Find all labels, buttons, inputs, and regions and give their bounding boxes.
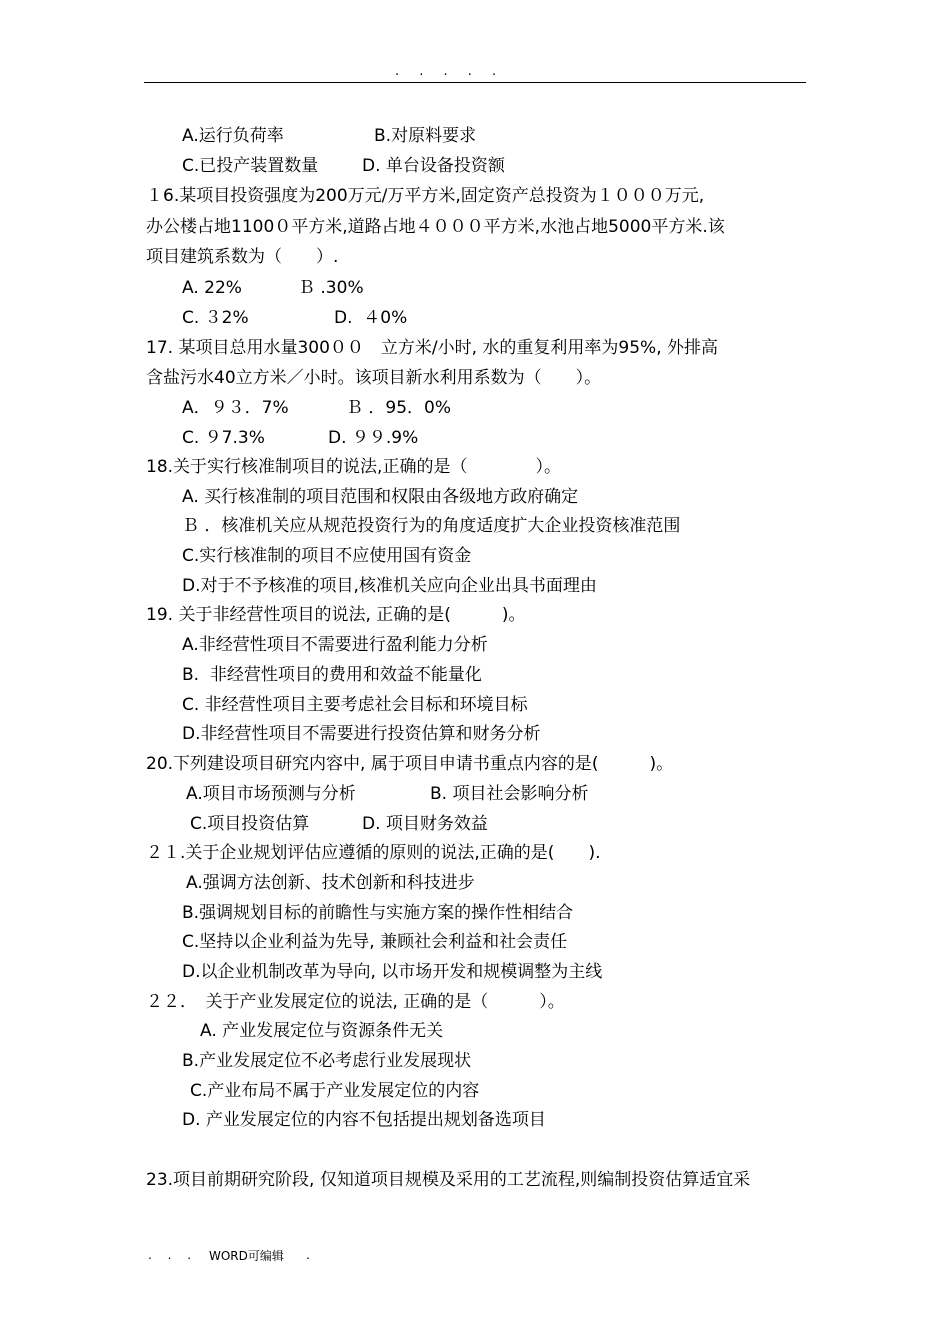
q21-option-a: A.强调方法创新、技术创新和科技进步 xyxy=(186,873,475,893)
q16-stem-line3: 项目建筑系数为（ ）. xyxy=(146,247,339,267)
header-dots: . . . . . xyxy=(395,64,505,79)
q19-option-c: C. 非经营性项目主要考虑社会目标和环境目标 xyxy=(182,695,528,715)
q22-option-a: A. 产业发展定位与资源条件无关 xyxy=(200,1021,444,1041)
q18-option-c: C.实行核准制的项目不应使用国有资金 xyxy=(182,546,472,566)
q21-option-d: D.以企业机制改革为导向, 以市场开发和规模调整为主线 xyxy=(182,962,603,982)
q22-stem: ２２． 关于产业发展定位的说法, 正确的是（ ）。 xyxy=(146,992,565,1012)
footer-text: WORD可编辑 xyxy=(209,1249,284,1263)
q18-stem: 18.关于实行核准制项目的说法,正确的是（ ）。 xyxy=(146,457,561,477)
footer-dots: . . . xyxy=(148,1248,198,1262)
q16-option-c: C. ３2% xyxy=(182,308,249,328)
q18-option-a: A. 买行核准制的项目范围和权限由各级地方政府确定 xyxy=(182,487,579,507)
q17-option-a: A．９３．7% xyxy=(182,398,289,418)
q20-option-d: D. 项目财务效益 xyxy=(362,814,488,834)
q20-option-c: C.项目投资估算 xyxy=(190,814,310,834)
footer-dot: . xyxy=(306,1248,310,1262)
q19-option-b: B. 非经营性项目的费用和效益不能量化 xyxy=(182,665,482,685)
q16-option-a: A. 22% xyxy=(182,278,242,298)
q15-option-a: A.运行负荷率 xyxy=(182,126,284,146)
q15-option-c: C.已投产装置数量 xyxy=(182,156,319,176)
q20-option-a: A.项目市场预测与分析 xyxy=(186,784,356,804)
q20-option-b: B. 项目社会影响分析 xyxy=(430,784,589,804)
q22-option-b: B.产业发展定位不必考虑行业发展现状 xyxy=(182,1051,472,1071)
q17-option-d: D. ９９.9% xyxy=(328,428,419,448)
q22-option-c: C.产业布局不属于产业发展定位的内容 xyxy=(190,1081,480,1101)
q15-option-b: B.对原料要求 xyxy=(374,126,477,146)
q17-stem-line1: 17. 某项目总用水量300００ 立方米/小时, 水的重复利用率为95%, 外排高 xyxy=(146,338,719,358)
q16-option-b: Ｂ .30% xyxy=(298,278,364,298)
q19-option-d: D.非经营性项目不需要进行投资估算和财务分析 xyxy=(182,724,541,744)
q19-stem: 19. 关于非经营性项目的说法, 正确的是( )。 xyxy=(146,605,526,625)
q20-stem: 20.下列建设项目研究内容中, 属于项目申请书重点内容的是( )。 xyxy=(146,754,674,774)
q15-option-d: D. 单台设备投资额 xyxy=(362,156,505,176)
q17-option-b: Ｂ ．95．0% xyxy=(346,398,452,418)
header-rule xyxy=(144,82,806,83)
q18-option-d: D.对于不予核准的项目,核准机关应向企业出具书面理由 xyxy=(182,576,597,596)
q19-option-a: A.非经营性项目不需要进行盈利能力分析 xyxy=(182,635,488,655)
q17-stem-line2: 含盐污水40立方米／小时。该项目新水利用系数为（ ）。 xyxy=(146,368,602,388)
q21-stem: ２１.关于企业规划评估应遵循的原则的说法,正确的是( ). xyxy=(146,843,601,863)
q16-stem-line2: 办公楼占地1100０平方米,道路占地４０００平方米,水池占地5000平方米.该 xyxy=(146,217,725,237)
q21-option-c: C.坚持以企业利益为先导, 兼顾社会利益和社会责任 xyxy=(182,932,568,952)
q16-option-d: D. ４0% xyxy=(334,308,408,328)
q16-stem-line1: １6.某项目投资强度为200万元/万平方米,固定资产总投资为１０００万元, xyxy=(146,186,705,206)
q23-stem: 23.项目前期研究阶段, 仅知道项目规模及采用的工艺流程,则编制投资估算适宜采 xyxy=(146,1170,751,1190)
q18-option-b: Ｂ ．核准机关应从规范投资行为的角度适度扩大企业投资核准范围 xyxy=(182,516,681,536)
q22-option-d: D. 产业发展定位的内容不包括提出规划备选项目 xyxy=(182,1110,546,1130)
q17-option-c: C. ９7.3% xyxy=(182,428,265,448)
q21-option-b: B.强调规划目标的前瞻性与实施方案的操作性相结合 xyxy=(182,903,574,923)
